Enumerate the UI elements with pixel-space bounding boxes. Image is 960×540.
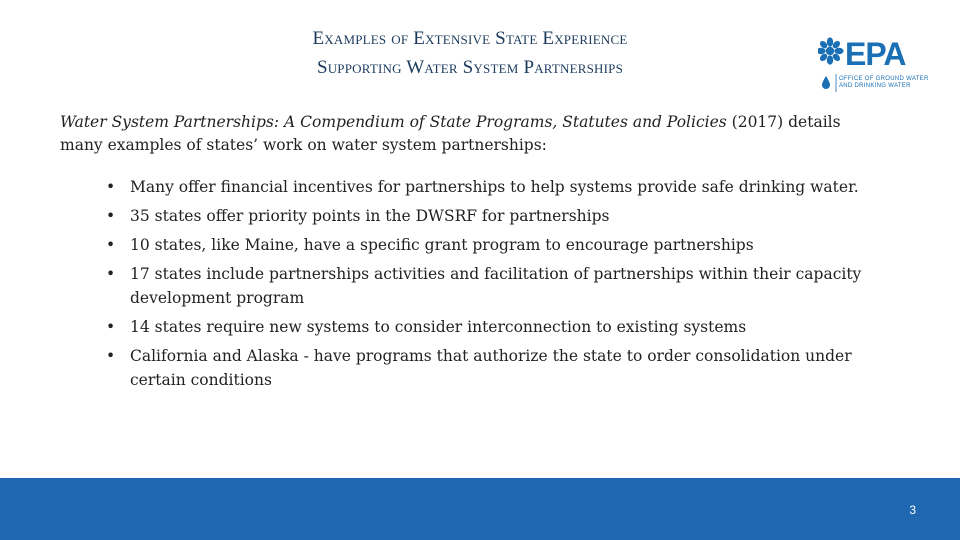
bullet-item: • 17 states include partnerships activities and facilitation of partnerships within their capacity development program — [106, 262, 886, 310]
bullet-item: • 35 states offer priority points in the DWSRF for partnerships — [106, 204, 886, 228]
bullet-item: • Many offer financial incentives for partnerships to help systems provide safe drinking water. — [106, 175, 886, 199]
epa-office-line2: AND DRINKING WATER — [839, 83, 911, 89]
intro-paragraph — [60, 111, 880, 157]
bullet-item: • 14 states require new systems to consider interconnection to existing systems — [106, 315, 886, 339]
bullet-item: • 10 states, like Maine, have a specific grant program to encourage partnerships — [106, 233, 886, 257]
page-number: 3 — [909, 503, 916, 517]
water-drop-icon — [822, 76, 830, 89]
slide-title — [150, 24, 790, 82]
bullet-item: • California and Alaska - have programs that authorize the state to order consolidation under certain conditions — [106, 344, 886, 392]
bullet-list — [106, 175, 886, 397]
intro-text: (2017) details many examples of states’ work on water system partnerships: — [60, 113, 841, 154]
epa-wordmark: EPA — [845, 36, 906, 72]
slide-title-line1: Examples of Extensive State Experience — [312, 28, 628, 49]
compendium-title: Water System Partnerships: A Compendium of State Programs, Statutes and Policies — [60, 113, 727, 131]
slide-title-line2: Supporting Water System Partnerships — [316, 57, 624, 78]
footer-bar — [0, 478, 960, 540]
epa-flower-icon — [818, 37, 844, 64]
epa-office-name — [839, 76, 929, 90]
epa-office-line1: OFFICE OF GROUND WATER — [839, 76, 929, 82]
